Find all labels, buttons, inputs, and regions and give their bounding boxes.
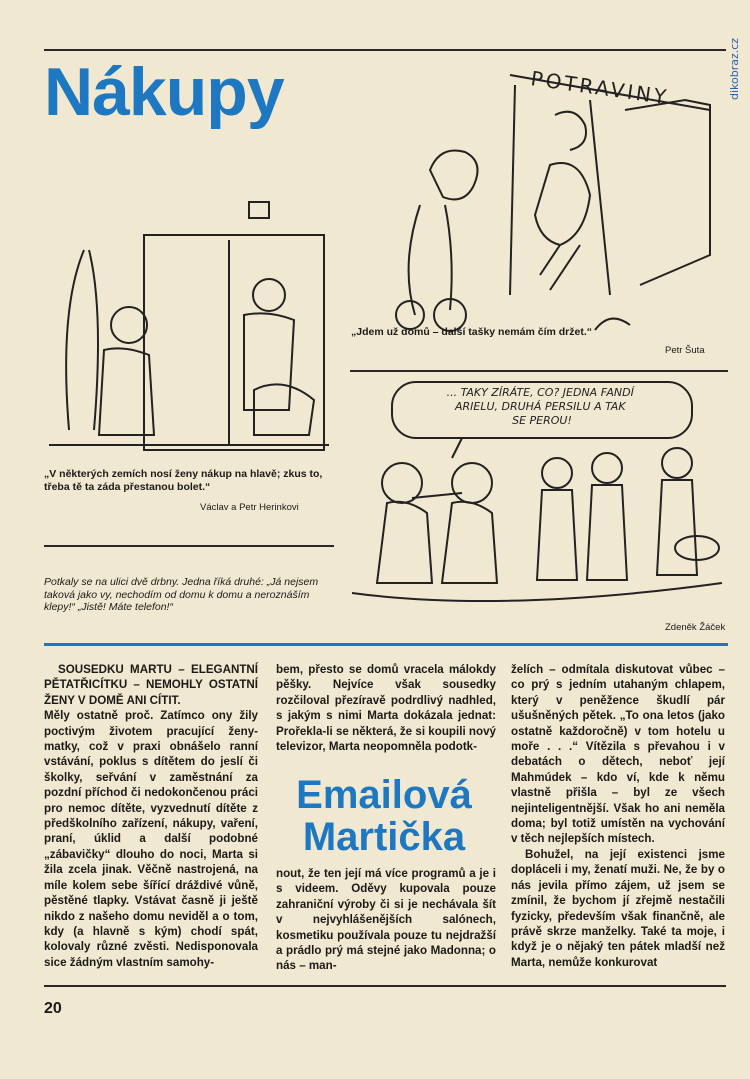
- cartoon-back-caption: „V některých zemích nosí ženy nákup na hlavě; zkus to, třeba tě ta záda přestanou bolet.“: [44, 468, 323, 493]
- cartoon-street-credit: Zdeněk Žáček: [665, 622, 726, 633]
- street-speech: ... TAKY ZÍRÁTE, CO? JEDNA FANDÍ ARIELU, DRUHÁ PERSILU A TAK SE PEROU!: [446, 386, 634, 427]
- article-col2-bottom: nout, že ten její má více programů a je i s videem. Oděvy kupovala pouze zahraniční výroby či si je nechávala šít v nejvyhlášenějších salónech, kosmetiku používala pouze tu nejdražší a prádlo prý má stejné jako Madonna; o nás – man-: [276, 867, 496, 973]
- joke-text: Potkaly se na ulici dvě drbny. Jedna říká druhé: „Já nejsem taková jako vy, nechodím od domu k domu a neroznáším klepy!“ „Jistě! Máte telefon!“: [44, 576, 319, 613]
- top-rule: [44, 49, 726, 51]
- article-column-2: [276, 662, 496, 754]
- cartoon-potraviny-drawing: [350, 55, 725, 345]
- potraviny-sign: POTRAVINY: [529, 66, 671, 110]
- section-rule: [44, 643, 728, 646]
- divider-left: [44, 545, 334, 547]
- cartoon-street: [342, 378, 730, 618]
- article-column-2-bottom: [276, 866, 496, 974]
- cartoon-potraviny: [350, 55, 725, 345]
- page-title: Nákupy: [44, 54, 284, 130]
- bottom-rule: [44, 985, 726, 987]
- page-number: 20: [44, 1000, 62, 1017]
- article-col3-p1: želích – odmítala diskutovat vůbec – co prý s jedním utahaným chlapem, který v peněžence škudlí pár ušušněných pětek. „To ona letos (jako ostatně každoročně) v tom hotelu u moře . . .“ Vítězila s převahou i v debatách o dětech, neboť její Mahmúdek – kdo ví, kde k němu vlastně přišla – byl ze všech nejinteligentnější. Však ho ani neměla doma; byl totiž umístěn na vychování v těch nejlepších místech.: [511, 663, 725, 846]
- cartoon-street-drawing: [342, 378, 730, 618]
- article-lead: SOUSEDKU MARTU – ELEGANTNÍ PĚTATŘICÍTKU – NEMOHLY OSTATNÍ ŽENY V DOMĚ ANI CÍTIT.: [44, 663, 258, 707]
- cartoon-potraviny-credit: Petr Šuta: [665, 345, 705, 356]
- divider-right: [350, 370, 728, 372]
- cartoon-back: [44, 180, 334, 460]
- watermark: dikobraz.cz: [728, 37, 741, 100]
- article-subhead: Emailová Martička: [296, 773, 472, 859]
- article-col2-top: bem, přesto se domů vracela málokdy pěšky. Nejvíce však sousedky rozčiloval přezíravě podrdlivý nadhled, s jakým s nimi Marta dokázala jednat: Prořekla-li se některá, že si koupili nový televizor, Marta neopomněla podotk-: [276, 663, 496, 754]
- cartoon-back-credit: Václav a Petr Herinkovi: [200, 502, 299, 513]
- article-col3-p2: Bohužel, na její existenci jsme dopláceli i my, ženatí muži. Ne, že by o nás jevila přímo zájem, už jsem se zmínil, že bychom jí zřejmě nestačili fyzicky, především však finančně, ale právě skrze manželky. Také ta moje, i když je o nějaký ten pátek mladší než Marta, nemůže konkurovat: [511, 847, 725, 969]
- article-col1-text: Měly ostatně proč. Zatímco ony žily poctivým životem pracující ženy-matky, což v praxi obnášelo ranní vstávání, poklus s dítětem do jeslí či školky, seřvání v zaměstnání za pozdní příchod či nedokončenou práci pro nemoc dítěte, vyzvednutí dítěte z předškolního zařízení, nákupy, vaření, praní, úklid a další podobné „zábavičky“ dlouho do noci, Marta si žila zcela jinak. Věčně nastrojená, na míle kolem sebe šířící dráždivé vůně, pěstěné tlapky. Vstávat časně ji ještě nikdo z našeho domu neviděl a o tom, kdy (a hlavně s kým) chodí spát, kolovaly různé zvěsti. Nedisponovala sice žádným vlastním samohy-: [44, 709, 258, 969]
- cartoon-back-drawing: [44, 180, 334, 460]
- cartoon-potraviny-caption: „Jdem už domů – další tašky nemám čím držet.“: [351, 326, 592, 338]
- article-column-1: [44, 662, 258, 970]
- article-column-3: [511, 662, 725, 970]
